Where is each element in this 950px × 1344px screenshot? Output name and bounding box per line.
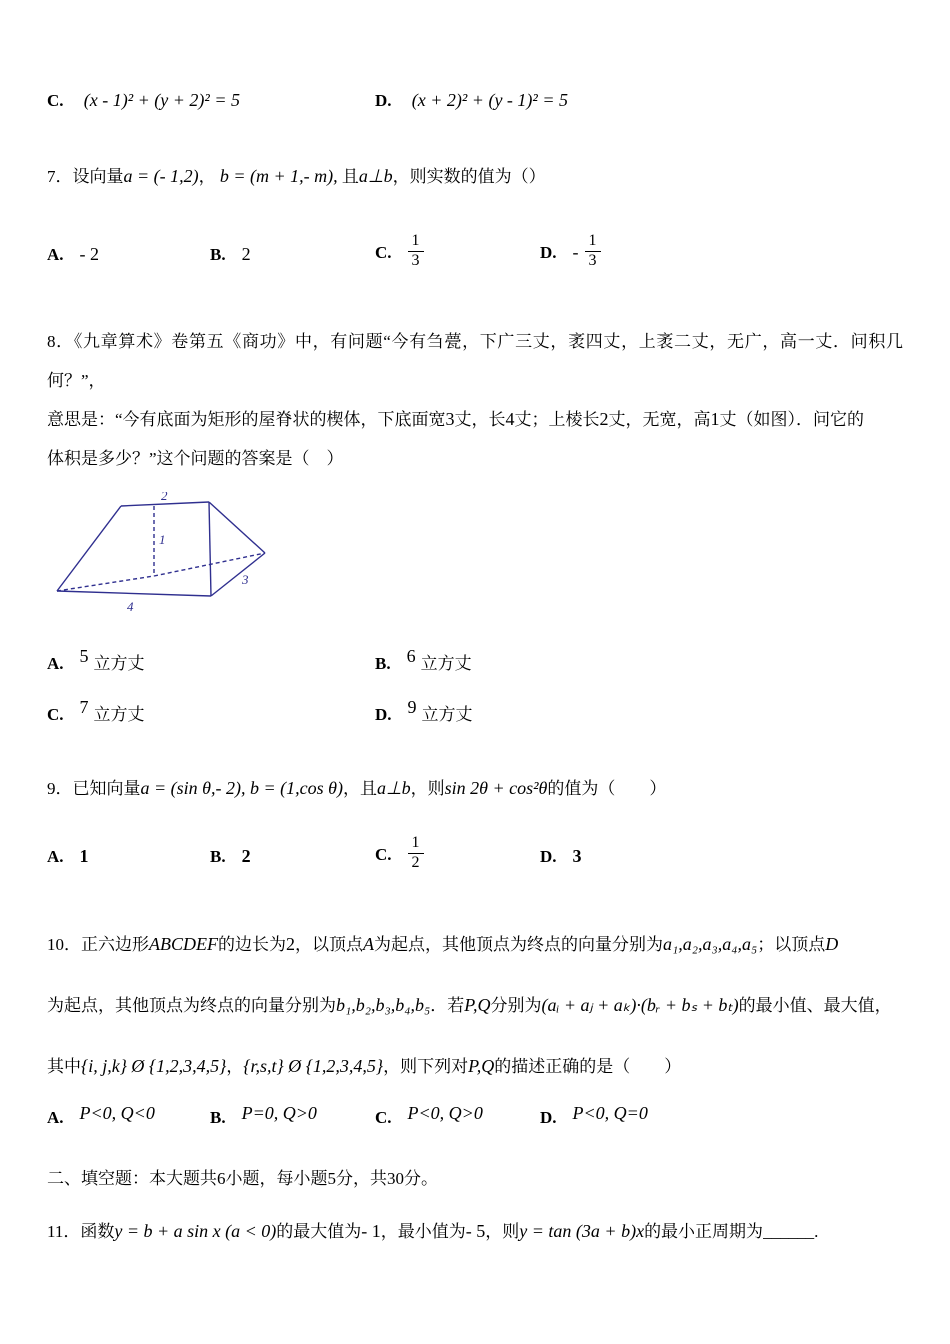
question-number: 7． (47, 167, 73, 186)
math-run: 1 (710, 409, 720, 429)
option-label: C. (375, 844, 392, 864)
math-run: 2 (599, 409, 609, 429)
question-9-options (47, 830, 903, 882)
math-run: b = (m + 1,- m), (219, 166, 338, 186)
text-run: ，则 (485, 1222, 520, 1241)
wedge-figure (49, 492, 289, 616)
figure-solid-edges (57, 502, 265, 596)
fraction-denominator: 3 (411, 251, 420, 269)
option-formula: (x - 1)² + (y + 2)² = 5 (83, 90, 240, 110)
fraction-numerator: 1 (408, 232, 424, 251)
left-slant-edge (57, 506, 121, 591)
option-value: 2 (241, 845, 251, 866)
option-value: 7 (79, 697, 89, 717)
text-run: 为起点，其他顶点为终点的向量分别为 (374, 935, 663, 954)
text-run: 《九章算术》卷第五《商功》中，有问题“今有刍甍，下广三丈，袤四丈，上袤二丈，无广，高一丈．问积几何？”， (47, 332, 903, 390)
option-value: 1 (79, 845, 89, 866)
option-label: A. (47, 1108, 64, 1127)
option-label: B. (375, 654, 391, 673)
text-run: 丈；上棱长 (514, 410, 600, 429)
top-option-d (375, 90, 903, 111)
q8-option-d (375, 697, 903, 725)
math-run: P,Q (464, 995, 491, 1015)
fraction-denominator: 2 (411, 853, 420, 871)
option-formula: (x + 2)² + (y - 1)² = 5 (411, 90, 568, 110)
option-label: A. (47, 846, 64, 866)
math-run: P,Q (468, 1056, 495, 1076)
fraction (585, 232, 601, 270)
question-number: 10． (47, 935, 81, 954)
question-7-text (47, 157, 903, 196)
math-run: a⊥b (358, 166, 393, 186)
q9-option-d (540, 846, 903, 867)
q10-line-1 (47, 924, 903, 965)
text-run: ；以顶点 (757, 935, 826, 954)
option-label: C. (375, 1108, 392, 1127)
math-run: 3 (445, 409, 455, 429)
option-label: D. (540, 242, 557, 262)
fraction (408, 834, 424, 872)
text-run: 函数 (80, 1222, 115, 1241)
math-run: a⊥b (376, 778, 411, 798)
q10-option-b (210, 1103, 375, 1128)
text-run: 已知向量 (72, 779, 141, 798)
text-run: 的最大值为 (276, 1222, 362, 1241)
q8-line-3 (47, 439, 903, 478)
question-number: 9． (47, 779, 73, 798)
math-run: (aᵢ + aⱼ + aₖ)·(bᵣ + bₛ + bₜ) (541, 995, 739, 1015)
q9-option-c (375, 834, 540, 875)
q9-option-a (47, 846, 210, 867)
option-value: - 2 (79, 243, 100, 264)
fraction-numerator: 1 (408, 834, 424, 853)
option-label: B. (210, 846, 226, 866)
hidden-base-edge-left (57, 576, 154, 591)
text-run: 丈，无宽，高 (608, 410, 711, 429)
math-run: y = b + a sin x (a < 0) (114, 1221, 277, 1241)
text-run: 的最小正周期为 (644, 1222, 764, 1241)
question-8-options-row-2 (47, 697, 903, 725)
q8-option-b (375, 646, 903, 674)
text-run: ，则下列对 (383, 1057, 469, 1076)
text-run: 分别为 (490, 996, 542, 1015)
option-value: P<0, Q<0 (79, 1103, 155, 1123)
text-run: 丈，长 (454, 410, 506, 429)
edge-label-height: 1 (159, 532, 166, 547)
text-run: ．若 (430, 996, 465, 1015)
option-label: D. (540, 1108, 557, 1127)
option-label: B. (210, 1108, 226, 1127)
text-run: ，最小值为 (380, 1222, 466, 1241)
math-run: - 5 (465, 1221, 486, 1241)
fraction (408, 232, 424, 270)
top-option-c (47, 90, 375, 111)
q7-option-d (540, 232, 903, 273)
minus-sign: - (572, 241, 579, 262)
text-run: 的最小值、最大值， (738, 996, 892, 1015)
math-run: ABCDEF (149, 934, 218, 954)
answer-blank: ______. (763, 1222, 819, 1241)
math-run: a₁,a₂,a₃,a₄,a₅ (663, 934, 758, 954)
question-10-text (47, 924, 903, 1087)
text-run: 且 (341, 167, 359, 186)
option-value: 6 (406, 646, 416, 666)
option-label: C. (47, 705, 64, 724)
text-run: 其中 (47, 1057, 81, 1076)
option-label: C. (47, 91, 64, 110)
question-10-options (47, 1103, 903, 1128)
wedge-figure-container (49, 492, 903, 621)
fraction-denominator: 3 (588, 251, 597, 269)
math-run: 2 (286, 934, 295, 954)
text-run: 的值为（ ） (547, 779, 667, 798)
math-run: 4 (505, 409, 515, 429)
q8-line-2 (47, 400, 903, 439)
bottom-front-edge (57, 591, 211, 596)
q10-line-2 (47, 985, 903, 1026)
option-label: D. (540, 846, 557, 866)
text-run: ， (198, 167, 216, 186)
option-value: 2 (241, 243, 251, 264)
math-run: y = tan (3a + b)x (519, 1221, 645, 1241)
text-run: ，则实数的值为（） (392, 167, 546, 186)
edge-label-bottom: 4 (127, 599, 134, 614)
q7-option-c (375, 232, 540, 273)
option-label: B. (210, 244, 226, 264)
option-unit: 立方丈 (93, 654, 145, 673)
edge-label-top: 2 (161, 492, 168, 503)
question-11-text (47, 1210, 903, 1253)
q7-option-b (210, 244, 375, 265)
option-label: D. (375, 91, 392, 110)
text-run: 的描述正确的是（ ） (494, 1057, 682, 1076)
section-2-header (47, 1162, 903, 1196)
q8-line-1 (47, 322, 903, 400)
section-title: 二、填空题：本大题共6小题，每小题5分，共30分。 (47, 1169, 438, 1188)
fraction-numerator: 1 (585, 232, 601, 251)
option-label: A. (47, 244, 64, 264)
text-run: 意思是：“今有底面为矩形的屋脊状的楔体，下底面宽 (47, 410, 446, 429)
text-run: ，则 (410, 779, 445, 798)
option-unit: 立方丈 (93, 705, 145, 724)
question-number: 8． (47, 332, 74, 351)
right-upper-slant-edge (209, 502, 265, 553)
math-run: D (825, 934, 839, 954)
math-run: a = (sin θ,- 2), b = (1,cos θ) (140, 778, 343, 798)
text-run: 的边长为 (218, 935, 286, 954)
option-label: D. (375, 705, 392, 724)
q8-option-a (47, 646, 375, 674)
question-9-text (47, 769, 903, 808)
math-run: {i, j,k} Ø {1,2,3,4,5} (81, 1056, 227, 1076)
option-value: 5 (79, 646, 89, 666)
text-run: 丈（如图）．问它的 (719, 410, 865, 429)
option-value: 3 (572, 845, 582, 866)
math-run: A (363, 934, 374, 954)
q9-option-b (210, 846, 375, 867)
option-value: 9 (407, 697, 417, 717)
math-run: b₁,b₂,b₃,b₄,b₅ (336, 995, 431, 1015)
option-value: P=0, Q>0 (241, 1103, 317, 1123)
question-8-text (47, 322, 903, 478)
edge-label-slant: 3 (242, 572, 249, 587)
text-run: 为起点，其他顶点为终点的向量分别为 (47, 996, 336, 1015)
math-run: {r,s,t} Ø {1,2,3,4,5} (243, 1056, 384, 1076)
text-run: ， (226, 1057, 244, 1076)
text-run: 正六边形 (81, 935, 149, 954)
right-lower-slant-edge (211, 553, 265, 596)
q7-option-a (47, 244, 210, 265)
option-unit: 立方丈 (421, 705, 473, 724)
option-value: P<0, Q>0 (407, 1103, 483, 1123)
option-label: C. (375, 242, 392, 262)
q10-option-d (540, 1103, 903, 1128)
q10-option-a (47, 1103, 210, 1128)
q8-option-c (47, 697, 375, 725)
q10-line-3 (47, 1046, 903, 1087)
text-run: ，且 (342, 779, 377, 798)
math-run: - 1 (361, 1221, 381, 1241)
options-row-cd-top (47, 90, 903, 111)
text-run: 设向量 (72, 167, 124, 186)
text-run: 体积是多少？”这个问题的答案是（ ） (47, 449, 344, 468)
question-8-options-row-1 (47, 646, 903, 674)
question-7-options (47, 228, 903, 280)
front-vertical-edge (209, 502, 211, 596)
option-unit: 立方丈 (420, 654, 472, 673)
math-run: sin 2θ + cos²θ (444, 778, 548, 798)
math-run: a = (- 1,2) (123, 166, 199, 186)
q10-option-c (375, 1103, 540, 1128)
question-number: 11． (47, 1222, 81, 1241)
text-run: ，以顶点 (295, 935, 363, 954)
option-value: P<0, Q=0 (572, 1103, 648, 1123)
option-label: A. (47, 654, 64, 673)
